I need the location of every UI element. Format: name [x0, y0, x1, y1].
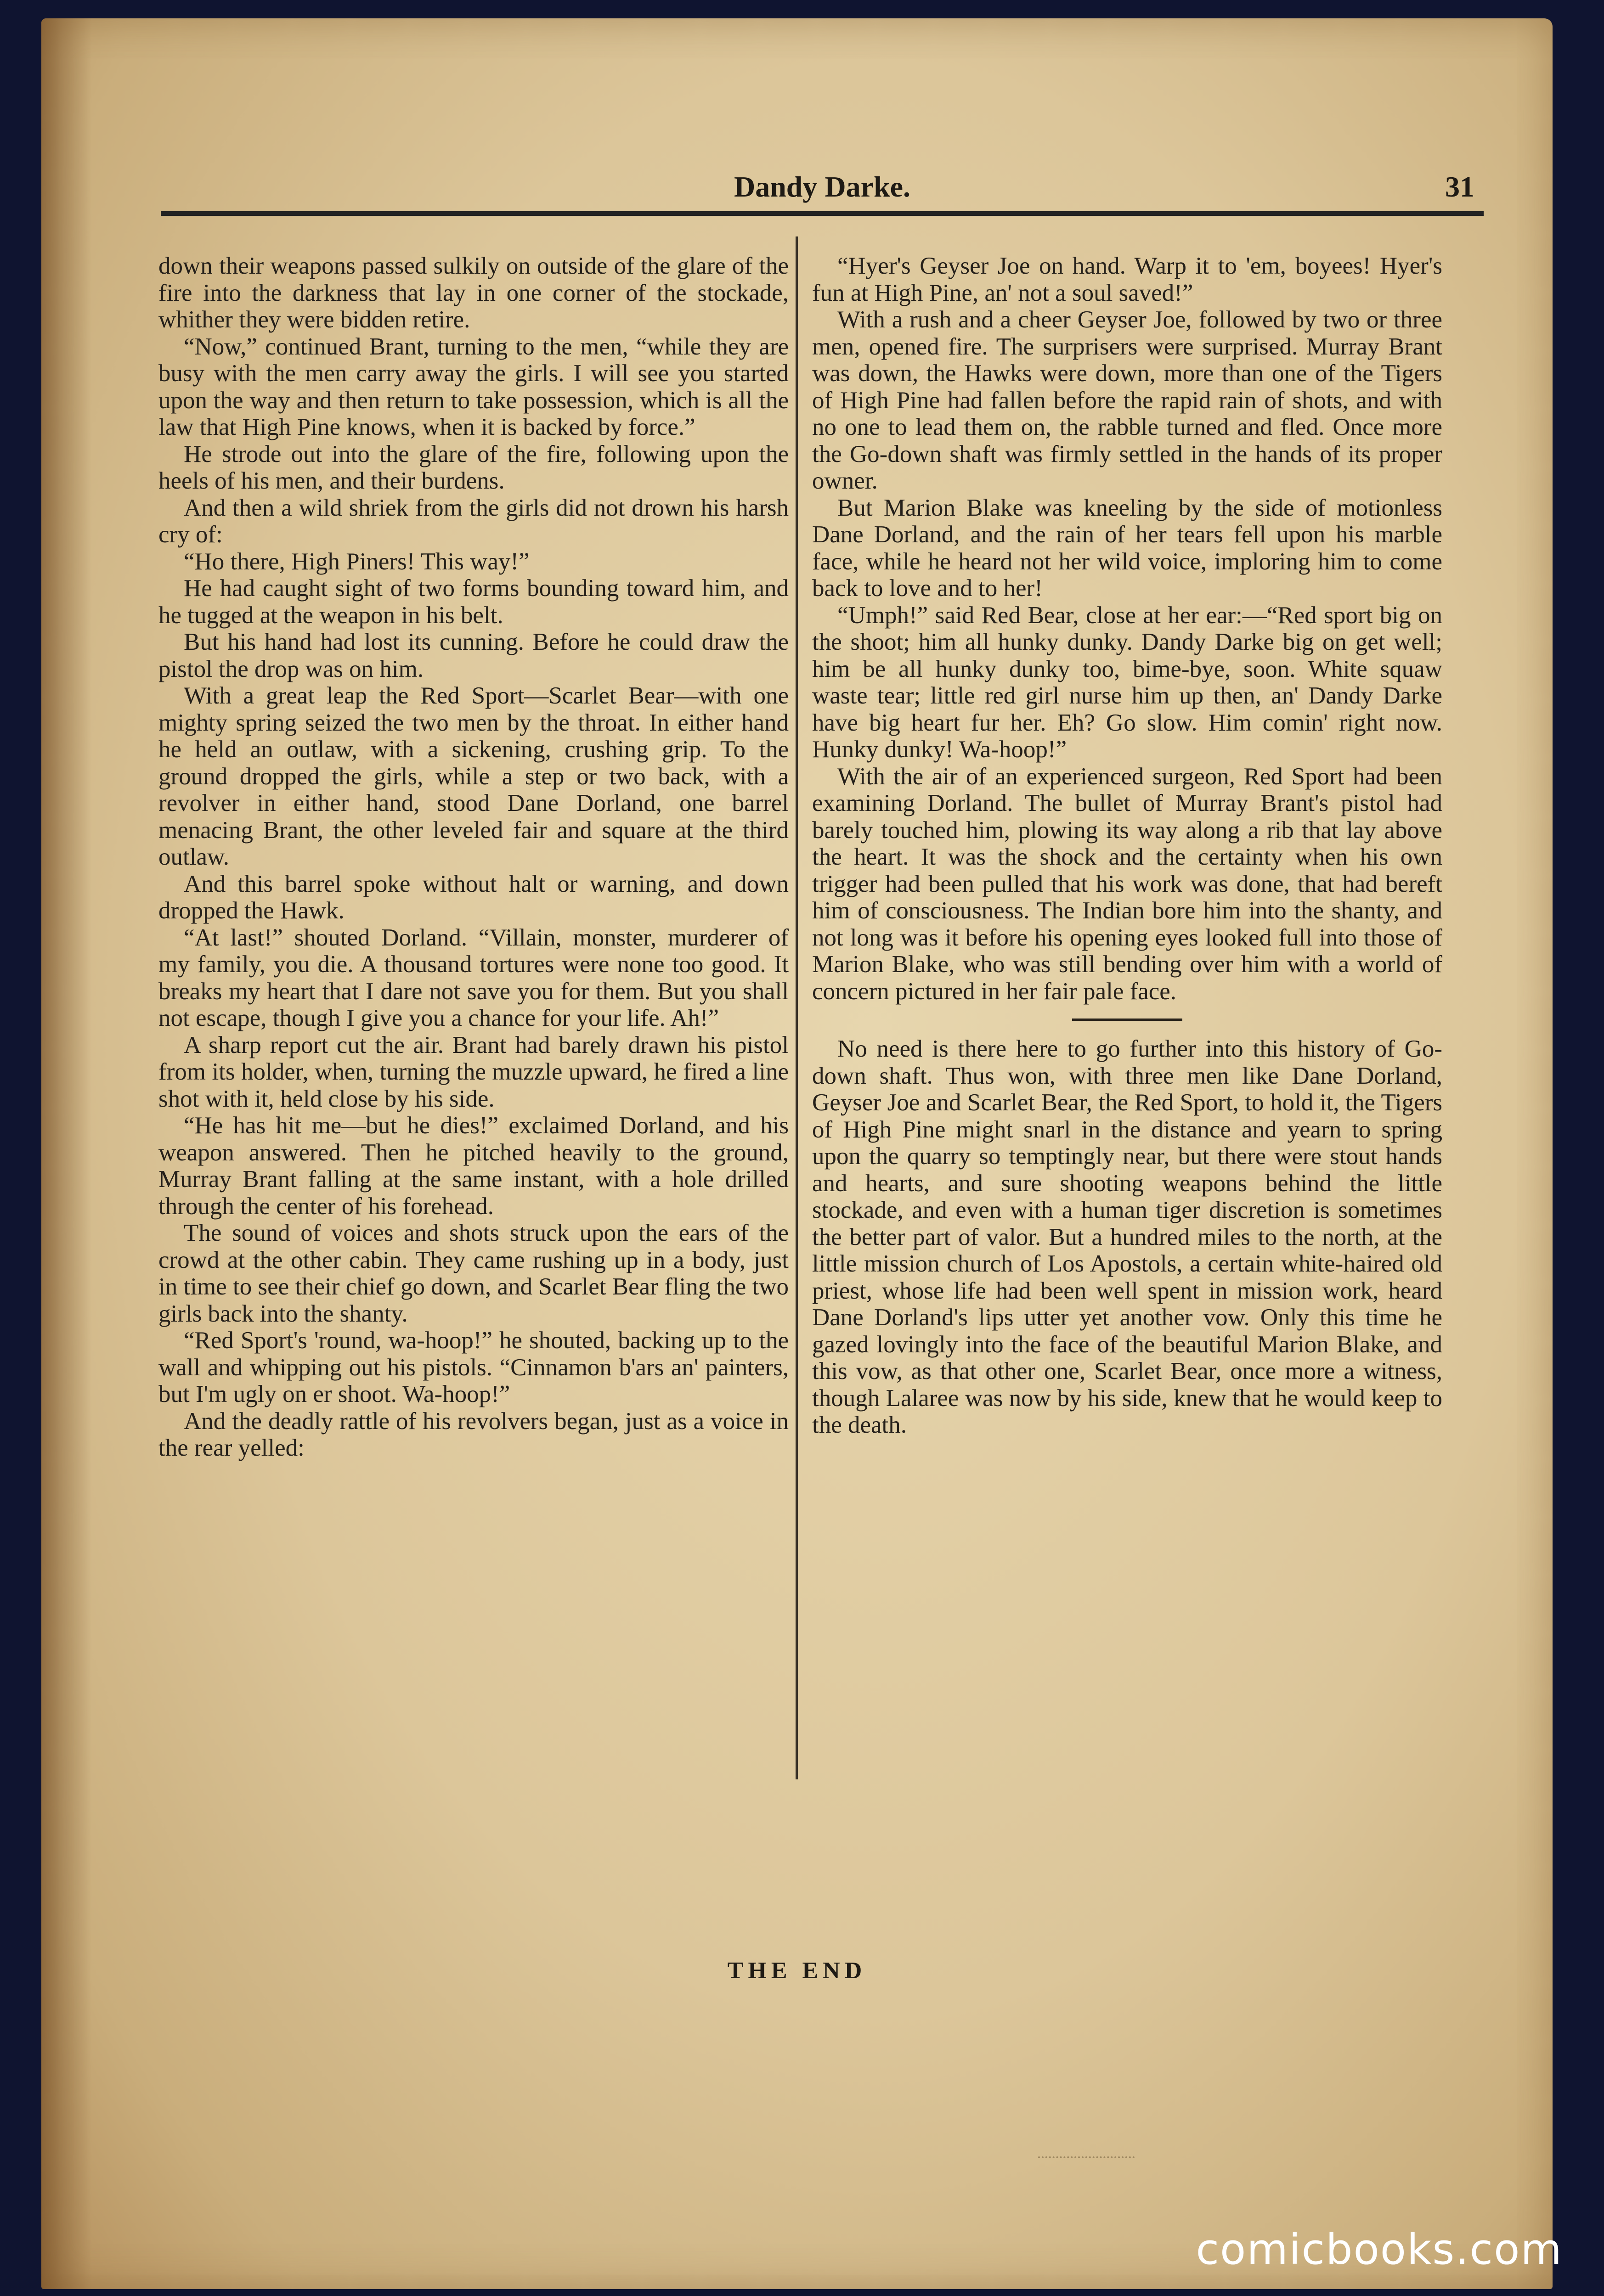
- paragraph: “Umph!” said Red Bear, close at her ear:—“Red sport big on the shoot; him all hunky dunky. Dandy Darke big on get well; him be all hunky dunky too, bime-bye, soon. White squaw waste tear; little red girl nurse him up then, an' Dandy Darke have big heart fur her. Eh? Go slow. Him comin' right now. Hunky dunky! Wa-hoop!”: [812, 602, 1442, 763]
- paragraph: But Marion Blake was kneeling by the side of motionless Dane Dorland, and the rain of her tears fell upon his marble face, while he heard not her wild voice, imploring him to come back to love and to her!: [812, 494, 1442, 602]
- paragraph: With a great leap the Red Sport—Scarlet Bear—with one mighty spring seized the two men by the throat. In either hand he held an outlaw, with a sickening, crushing grip. To the ground dropped the girls, while a step or two back, with a revolver in either hand, stood Dane Dorland, one barrel menacing Brant, the other leveled fair and square at the third outlaw.: [158, 682, 789, 870]
- paragraph: “Ho there, High Piners! This way!”: [184, 548, 530, 575]
- paragraph: With a rush and a cheer Geyser Joe, followed by two or three men, opened fire. The surprisers were surprised. Murray Brant was down, the Hawks were down, more than one of the Tigers of High Pine had fallen before the rapid rain of shots, and with no one to lead them on, the rabble turned and fled. Once more the Go-down shaft was firmly settled in the hands of its proper owner.: [812, 306, 1442, 494]
- paragraph: “He has hit me—but he dies!” exclaimed Dorland, and his weapon answered. Then he pitched heavily to the ground, Murray Brant falling at the same instant, with a hole drilled through the center of his forehead.: [158, 1112, 789, 1220]
- page-spine-shadow: [41, 18, 92, 2289]
- paragraph: He had caught sight of two forms bounding toward him, and he tugged at the weapon in his belt.: [158, 575, 789, 629]
- paragraph: “At last!” shouted Dorland. “Villain, monster, murderer of my family, you die. A thousand tortures were none too good. It breaks my heart that I dare not save you for them. But you shall not escape, though I give you a chance for your life. Ah!”: [158, 924, 789, 1031]
- paragraph: With the air of an experienced surgeon, Red Sport had been examining Dorland. The bullet of Murray Brant's pistol had barely touched him, plowing its way along a rib that lay above the heart. It was the shock and the certainty when his own trigger had been pulled that his work was done, that had bereft him of consciousness. The Indian bore him into the shanty, and not long was it before his opening eyes looked full into those of Marion Blake, who was still bending over him with a world of concern pictured in her fair pale face.: [812, 763, 1442, 1005]
- section-divider: [1072, 1019, 1182, 1021]
- paragraph: And then a wild shriek from the girls did not drown his harsh cry of:: [158, 494, 789, 548]
- paragraph: The sound of voices and shots struck upon the ears of the crowd at the other cabin. They came rushing up in a body, just in time to see their chief go down, and Scarlet Bear fling the two girls back into the shanty.: [158, 1220, 789, 1327]
- paragraph: And this barrel spoke without halt or warning, and down dropped the Hawk.: [158, 870, 789, 924]
- running-title: Dandy Darke.: [734, 170, 911, 203]
- page-number: 31: [1445, 170, 1474, 203]
- paragraph: down their weapons passed sulkily on outside of the glare of the fire into the darkness that lay in one corner of the stockade, whither they were bidden retire.: [158, 253, 789, 333]
- the-end-label: THE END: [727, 1958, 867, 1984]
- faint-pencil-mark: [1038, 2144, 1135, 2158]
- closing-paragraph: No need is there here to go further into this history of Go-down shaft. Thus won, with three men like Dane Dorland, Geyser Joe and Scarlet Bear, the Red Sport, to hold it, the Tigers of High Pine might snarl in the distance and yearn to spring upon the quarry so temptingly near, but there were stout hands and hearts, and sure shooting weapons behind the little stockade, and even with a human tiger discretion is sometimes the better part of valor. But a hundred miles to the north, at the little mission church of Los Apostols, a certain white-haired old priest, whose life had been well spent in mission work, heard Dane Dorland's lips utter yet another vow. Only this time he gazed lovingly into the face of the beautiful Marion Blake, and this vow, as that other one, Scarlet Bear, once more a witness, though Lalaree was now by his side, knew that he would keep to the death.: [812, 1035, 1442, 1438]
- paragraph: “Now,” continued Brant, turning to the men, “while they are busy with the men carry away the girls. I will see you started upon the way and then return to take possession, which is all the law that High Pine knows, when it is backed by force.”: [158, 333, 789, 440]
- paragraph: “Hyer's Geyser Joe on hand. Warp it to 'em, boyees! Hyer's fun at High Pine, an' not a soul saved!”: [812, 253, 1442, 306]
- paragraph: “Red Sport's 'round, wa-hoop!” he shouted, backing up to the wall and whipping out his pistols. “Cinnamon b'ars an' painters, but I'm ugly on er shoot. Wa-hoop!”: [158, 1327, 789, 1407]
- book-page: [41, 18, 1553, 2289]
- site-watermark: comicbooks.com: [1196, 2225, 1563, 2274]
- paragraph: And the deadly rattle of his revolvers began, just as a voice in the rear yelled:: [158, 1407, 789, 1461]
- column-divider: [796, 236, 798, 1779]
- paragraph: But his hand had lost its cunning. Before he could draw the pistol the drop was on him.: [158, 629, 789, 682]
- running-head: [161, 170, 1484, 216]
- left-column: [158, 253, 789, 1462]
- paragraph: He strode out into the glare of the fire, following upon the heels of his men, and their burdens.: [158, 440, 789, 494]
- right-column: [812, 253, 1442, 1439]
- paragraph: A sharp report cut the air. Brant had barely drawn his pistol from its holder, when, turning the muzzle upward, he fired a line shot with it, held close by his side.: [158, 1031, 789, 1112]
